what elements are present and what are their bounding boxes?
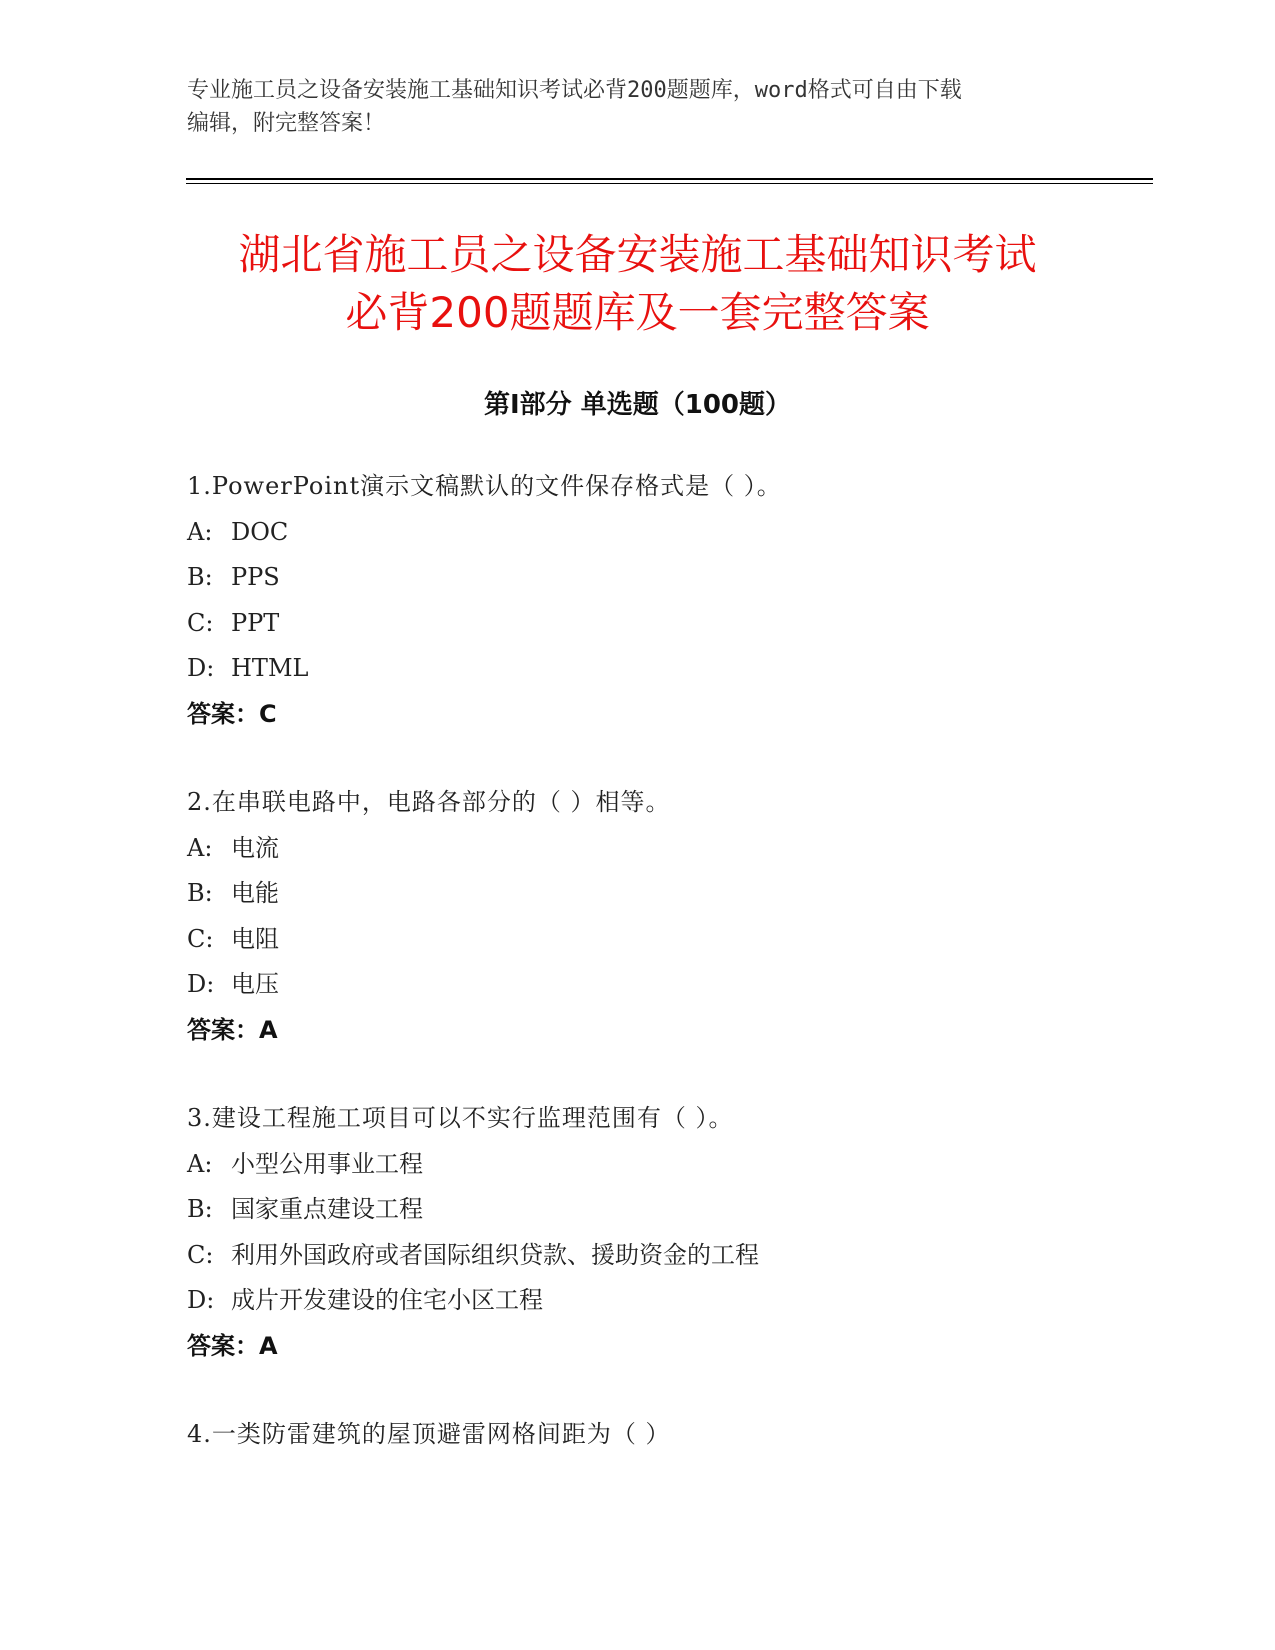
- option-letter: D:: [187, 654, 215, 682]
- option-letter: B:: [187, 563, 213, 591]
- option-text: PPT: [231, 608, 280, 637]
- option-letter: C:: [187, 924, 214, 953]
- question-stem: 2.在串联电路中，电路各部分的（ ）相等。: [187, 788, 671, 816]
- option-c: [187, 1233, 1187, 1279]
- header-rule-thick: [186, 178, 1153, 180]
- question-stem: 1.PowerPoint演示文稿默认的文件保存格式是（ ）。: [187, 472, 782, 500]
- question-1: [187, 464, 1187, 737]
- option-text: 电流: [231, 833, 279, 862]
- option-a: [187, 826, 1187, 872]
- option-text: 电能: [231, 879, 279, 907]
- option-text: 电阻: [231, 924, 279, 953]
- answer: 答案：A: [187, 1331, 278, 1360]
- option-d: [187, 646, 1187, 692]
- question-stem: 3.建设工程施工项目可以不实行监理范围有（ ）。: [187, 1104, 734, 1132]
- option-text: HTML: [231, 654, 309, 682]
- title-line-2: 必背200题题库及一套完整答案: [345, 288, 930, 337]
- option-d: [187, 962, 1187, 1008]
- option-letter: A:: [187, 1149, 213, 1178]
- option-text: DOC: [231, 517, 289, 546]
- option-c: [187, 601, 1187, 647]
- option-text: 成片开发建设的住宅小区工程: [231, 1286, 543, 1314]
- header-note-line-2: 编辑，附完整答案！: [187, 111, 386, 136]
- option-letter: C:: [187, 1240, 214, 1269]
- option-b: [187, 555, 1187, 601]
- option-text: 电压: [231, 970, 279, 998]
- option-letter: D:: [187, 1286, 215, 1314]
- option-letter: D:: [187, 970, 215, 998]
- question-stem: 4.一类防雷建筑的屋顶避雷网格间距为（ ）: [187, 1420, 671, 1448]
- header-note-line-1: 专业施工员之设备安装施工基础知识考试必背200题题库，word格式可自由下载: [187, 78, 962, 103]
- option-b: [187, 871, 1187, 917]
- question-3: [187, 1096, 1187, 1369]
- option-letter: C:: [187, 608, 214, 637]
- header-note: [187, 74, 1087, 140]
- option-a: [187, 510, 1187, 556]
- option-letter: B:: [187, 879, 213, 907]
- answer: 答案：A: [187, 1015, 278, 1044]
- option-text: 利用外国政府或者国际组织贷款、援助资金的工程: [231, 1240, 759, 1269]
- option-text: PPS: [231, 563, 280, 591]
- option-c: [187, 917, 1187, 963]
- section-heading: 第Ⅰ部分 单选题（100题）: [484, 390, 791, 420]
- option-b: [187, 1187, 1187, 1233]
- header-rule-thin: [186, 183, 1153, 184]
- answer: 答案：C: [187, 699, 277, 728]
- title-line-1: 湖北省施工员之设备安装施工基础知识考试: [238, 230, 1037, 279]
- option-d: [187, 1278, 1187, 1324]
- document-title: [150, 226, 1125, 342]
- question-2: [187, 780, 1187, 1053]
- question-4: [187, 1412, 1187, 1458]
- option-text: 国家重点建设工程: [231, 1195, 423, 1223]
- option-letter: B:: [187, 1195, 213, 1223]
- option-letter: A:: [187, 517, 213, 546]
- option-text: 小型公用事业工程: [231, 1149, 423, 1178]
- option-letter: A:: [187, 833, 213, 862]
- option-a: [187, 1142, 1187, 1188]
